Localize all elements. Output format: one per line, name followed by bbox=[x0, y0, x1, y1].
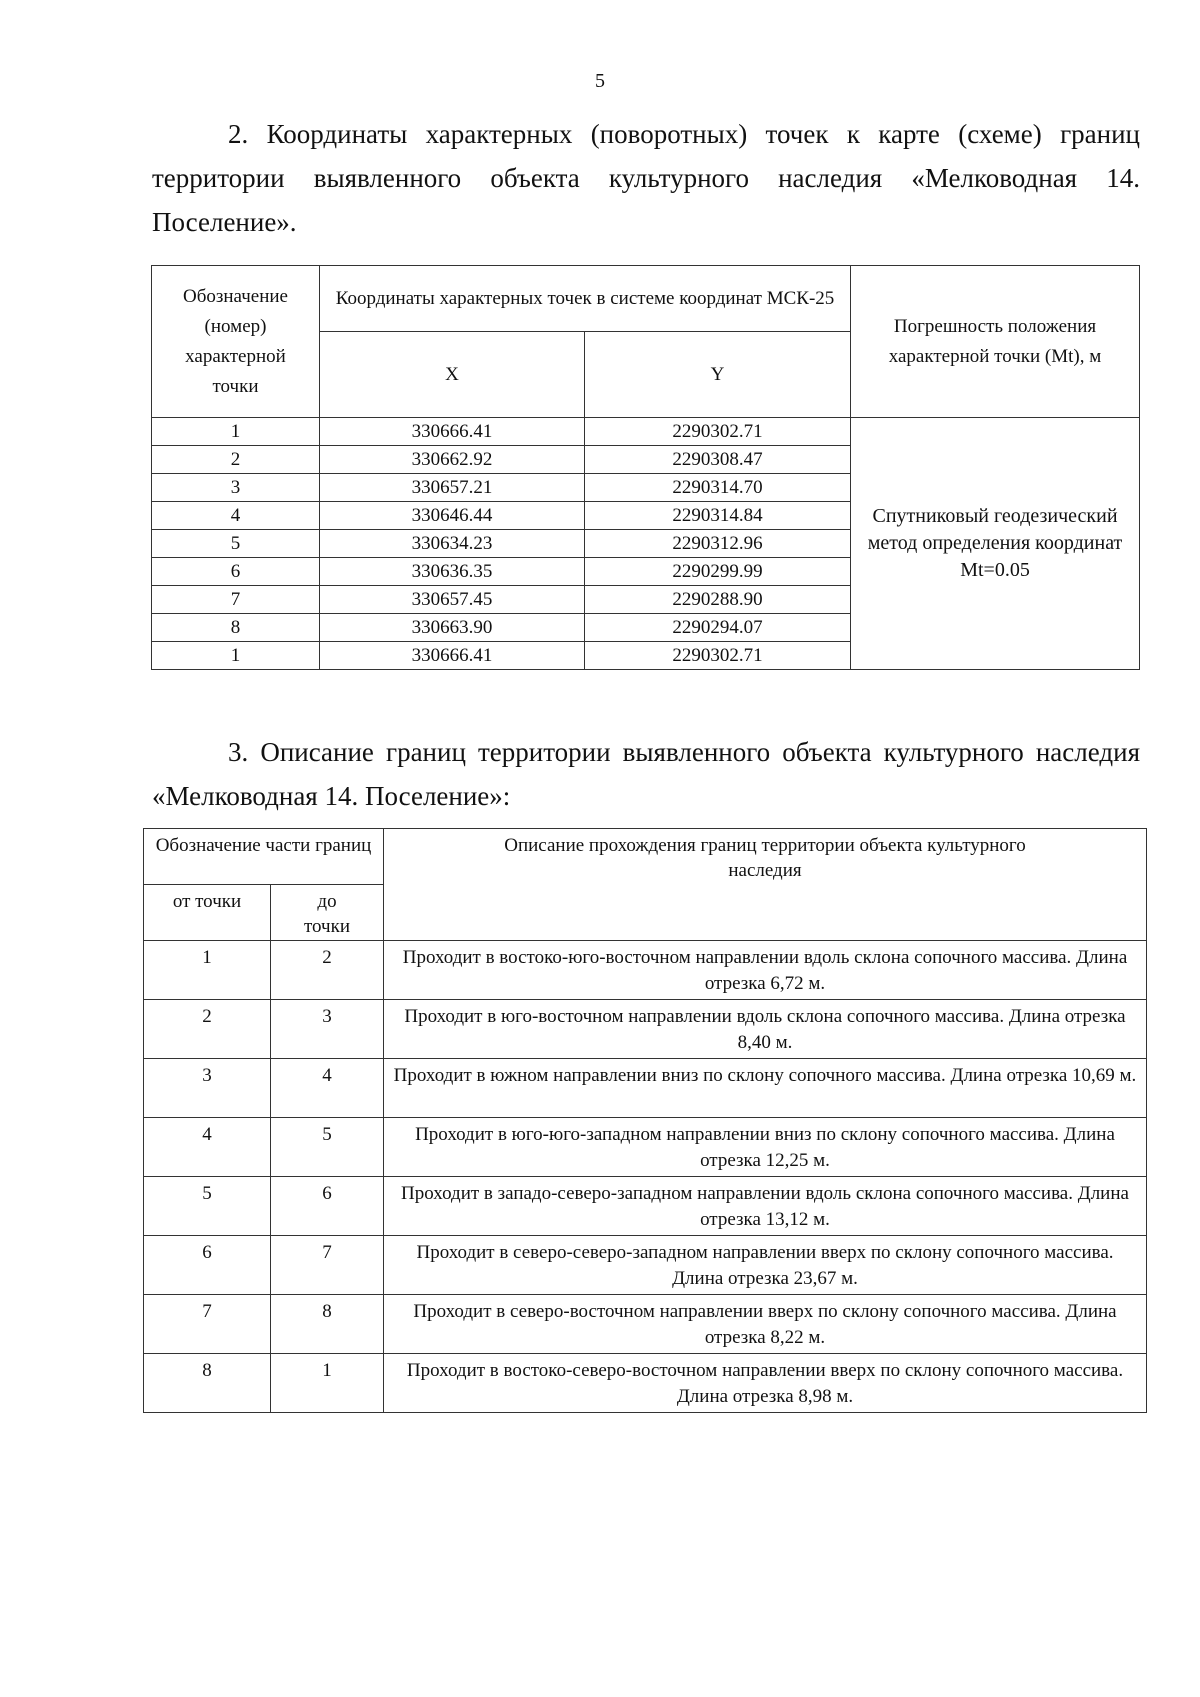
cell-from: 8 bbox=[144, 1354, 271, 1413]
table-row bbox=[144, 1295, 1147, 1354]
cell-from: 3 bbox=[144, 1059, 271, 1118]
cell-x: 330666.41 bbox=[320, 418, 585, 446]
cell-to: 1 bbox=[271, 1354, 384, 1413]
cell-error-note: Спутниковый геодезический метод определения координат Mt=0.05 bbox=[851, 418, 1140, 670]
cell-point: 1 bbox=[152, 418, 320, 446]
cell-from: 2 bbox=[144, 1000, 271, 1059]
cell-from: 4 bbox=[144, 1118, 271, 1177]
cell-x: 330657.45 bbox=[320, 586, 585, 614]
cell-from: 5 bbox=[144, 1177, 271, 1236]
cell-description: Проходит в востоко-юго-восточном направлении вдоль склона сопочного массива. Длина отрезка 6,72 м. bbox=[384, 941, 1147, 1000]
header-error: Погрешность положения характерной точки (Mt), м bbox=[851, 266, 1140, 418]
cell-y: 2290299.99 bbox=[585, 558, 851, 586]
cell-x: 330657.21 bbox=[320, 474, 585, 502]
cell-y: 2290294.07 bbox=[585, 614, 851, 642]
cell-to: 4 bbox=[271, 1059, 384, 1118]
table-row bbox=[152, 418, 1140, 446]
cell-x: 330662.92 bbox=[320, 446, 585, 474]
cell-to: 3 bbox=[271, 1000, 384, 1059]
cell-point: 7 bbox=[152, 586, 320, 614]
table-row bbox=[144, 1118, 1147, 1177]
cell-description: Проходит в северо-восточном направлении вверх по склону сопочного массива. Длина отрезка 8,22 м. bbox=[384, 1295, 1147, 1354]
cell-y: 2290312.96 bbox=[585, 530, 851, 558]
cell-point: 5 bbox=[152, 530, 320, 558]
borders-body bbox=[144, 941, 1147, 1413]
cell-description: Проходит в северо-северо-западном направлении вверх по склону сопочного массива. Длина отрезка 23,67 м. bbox=[384, 1236, 1147, 1295]
header-to: до точки bbox=[271, 885, 384, 941]
cell-description: Проходит в востоко-северо-восточном направлении вверх по склону сопочного массива. Длина отрезка 8,98 м. bbox=[384, 1354, 1147, 1413]
table-row bbox=[144, 1059, 1147, 1118]
cell-point: 6 bbox=[152, 558, 320, 586]
header-from: от точки bbox=[144, 885, 271, 941]
cell-description: Проходит в юго-восточном направлении вдоль склона сопочного массива. Длина отрезка 8,40 м. bbox=[384, 1000, 1147, 1059]
header-desc: Описание прохождения границ территории объекта культурного наследия bbox=[384, 829, 1147, 941]
cell-point: 8 bbox=[152, 614, 320, 642]
table-row bbox=[144, 1354, 1147, 1413]
cell-y: 2290288.90 bbox=[585, 586, 851, 614]
header-part: Обозначение части границ bbox=[144, 829, 384, 885]
cell-from: 1 bbox=[144, 941, 271, 1000]
header-point: Обозначение (номер) характерной точки bbox=[152, 266, 320, 418]
header-x: X bbox=[320, 332, 585, 418]
header-coords: Координаты характерных точек в системе координат МСК-25 bbox=[320, 266, 851, 332]
cell-x: 330646.44 bbox=[320, 502, 585, 530]
page-number: 5 bbox=[595, 70, 605, 92]
cell-y: 2290314.70 bbox=[585, 474, 851, 502]
cell-to: 8 bbox=[271, 1295, 384, 1354]
cell-description: Проходит в южном направлении вниз по склону сопочного массива. Длина отрезка 10,69 м. bbox=[384, 1059, 1147, 1118]
table-row bbox=[144, 1000, 1147, 1059]
section-2-text: 2. Координаты характерных (поворотных) точек к карте (схеме) границ территории выявленного объекта культурного наследия «Мелководная 14. Поселение». bbox=[152, 119, 1140, 237]
cell-point: 1 bbox=[152, 642, 320, 670]
section-3-text: 3. Описание границ территории выявленного объекта культурного наследия «Мелководная 14. Поселение»: bbox=[152, 737, 1140, 811]
cell-y: 2290302.71 bbox=[585, 418, 851, 446]
table-row bbox=[144, 1177, 1147, 1236]
borders-description-table bbox=[143, 828, 1147, 1413]
cell-to: 2 bbox=[271, 941, 384, 1000]
cell-x: 330666.41 bbox=[320, 642, 585, 670]
cell-x: 330636.35 bbox=[320, 558, 585, 586]
coordinates-table bbox=[151, 265, 1140, 670]
cell-point: 2 bbox=[152, 446, 320, 474]
cell-to: 7 bbox=[271, 1236, 384, 1295]
cell-y: 2290308.47 bbox=[585, 446, 851, 474]
cell-point: 3 bbox=[152, 474, 320, 502]
cell-description: Проходит в западо-северо-западном направлении вдоль склона сопочного массива. Длина отрезка 13,12 м. bbox=[384, 1177, 1147, 1236]
cell-to: 6 bbox=[271, 1177, 384, 1236]
table-row bbox=[144, 1236, 1147, 1295]
cell-y: 2290314.84 bbox=[585, 502, 851, 530]
section-2-heading bbox=[152, 112, 1140, 244]
cell-x: 330663.90 bbox=[320, 614, 585, 642]
cell-to: 5 bbox=[271, 1118, 384, 1177]
cell-description: Проходит в юго-юго-западном направлении вниз по склону сопочного массива. Длина отрезка 12,25 м. bbox=[384, 1118, 1147, 1177]
cell-from: 7 bbox=[144, 1295, 271, 1354]
cell-x: 330634.23 bbox=[320, 530, 585, 558]
header-y: Y bbox=[585, 332, 851, 418]
cell-y: 2290302.71 bbox=[585, 642, 851, 670]
table-row bbox=[144, 941, 1147, 1000]
coordinates-body bbox=[152, 418, 1140, 670]
cell-point: 4 bbox=[152, 502, 320, 530]
section-3-heading bbox=[152, 730, 1140, 818]
cell-from: 6 bbox=[144, 1236, 271, 1295]
